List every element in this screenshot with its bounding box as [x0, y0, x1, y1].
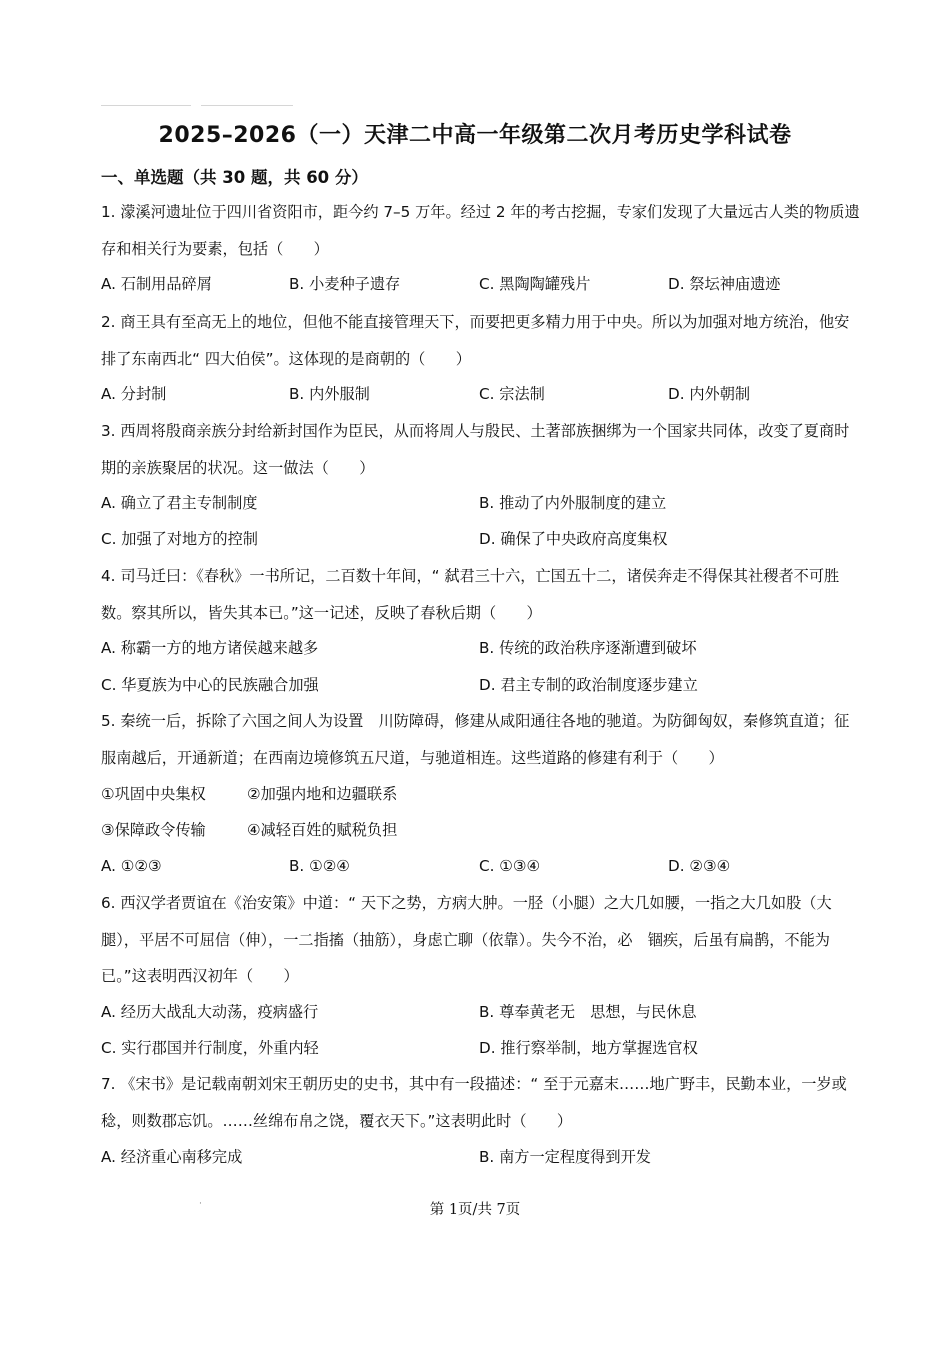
- option-c: C. 华夏族为中心的民族融合加强: [101, 676, 319, 694]
- option-b: B. 内外服制: [289, 385, 370, 403]
- question-7-options-row1: [101, 1139, 861, 1175]
- option-b: B. 南方一定程度得到开发: [479, 1148, 651, 1166]
- header-rule-right: [201, 105, 293, 106]
- section-heading: 一、单选题（共 30 题，共 60 分）: [101, 168, 368, 187]
- option-d: D. 祭坛神庙遗迹: [668, 275, 781, 293]
- option-d: D. 推行察举制，地方掌握选官权: [479, 1039, 698, 1057]
- option-c: C. 宗法制: [479, 385, 545, 403]
- option-b: B. 传统的政治秩序逐渐遭到破坏: [479, 639, 697, 657]
- option-c: C. 实行郡国并行制度，外重内轻: [101, 1039, 319, 1057]
- page-title: 2025–2026（一）天津二中高一年级第二次月考历史学科试卷: [158, 123, 792, 148]
- statement-3: ③保障政令传输: [101, 821, 206, 839]
- question-5-text: 5. 秦统一后，拆除了六国之间人为设置 川防障碍，修建从咸阳通往各地的驰道。为防御匈奴，秦修筑直道；征服南越后，开通新道；在西南边境修筑五尺道，与驰道相连。这些道路的修建有利于（ ）: [101, 712, 850, 767]
- footer-dot: ·: [199, 1199, 202, 1209]
- option-a: A. 经济重心南移完成: [101, 1148, 243, 1166]
- option-b: B. 推动了内外服制度的建立: [479, 494, 667, 512]
- question-3-options-row1: [101, 485, 861, 521]
- question-1-text: 1. 濛溪河遗址位于四川省资阳市，距今约 7–5 万年。经过 2 年的考古挖掘，专家们发现了大量远古人类的物质遗存和相关行为要素，包括（ ）: [101, 203, 860, 258]
- option-c: C. ①③④: [479, 857, 541, 875]
- option-a: A. ①②③: [101, 857, 162, 875]
- option-b: B. 小麦种子遗存: [289, 275, 401, 293]
- question-3-options-row2: [101, 521, 861, 557]
- question-4-options-row2: [101, 667, 861, 703]
- question-4-text: 4. 司马迁曰：《春秋》一书所记，二百数十年间，“ 弑君三十六，亡国五十二，诸侯奔走不得保其社稷者不可胜数。察其所以，皆失其本已。”这一记述，反映了春秋后期（ ）: [101, 567, 840, 622]
- option-a: A. 确立了君主专制制度: [101, 494, 258, 512]
- question-1-options: [101, 266, 861, 302]
- header-rule-left: [101, 105, 191, 106]
- question-5-options: [101, 848, 861, 884]
- option-b: B. ①②④: [289, 857, 350, 875]
- option-a: A. 石制用品碎屑: [101, 275, 212, 293]
- question-7-text: 7. 《宋书》是记载南朝刘宋王朝历史的史书，其中有一段描述：“ 至于元嘉末……地广野丰，民勤本业，一岁或稔，则数郡忘饥。……丝绵布帛之饶，覆衣天下。”这表明此时（ ）: [101, 1075, 847, 1130]
- option-a: A. 经历大战乱大动荡，疫病盛行: [101, 1003, 319, 1021]
- option-d: D. 确保了中央政府高度集权: [479, 530, 668, 548]
- page-number: 第 1页/共 7页: [429, 1202, 521, 1218]
- question-6-options-row1: [101, 994, 861, 1030]
- question-2-text: 2. 商王具有至高无上的地位，但他不能直接管理天下，而要把更多精力用于中央。所以为加强对地方统治，他安排了东南西北“ 四大伯侯”。这体现的是商朝的（ ）: [101, 313, 850, 368]
- option-b: B. 尊奉黄老无 思想，与民休息: [479, 1003, 697, 1021]
- question-4-options-row1: [101, 630, 861, 666]
- option-a: A. 称霸一方的地方诸侯越来越多: [101, 639, 319, 657]
- statement-1: ①巩固中央集权: [101, 785, 206, 803]
- statement-4: ④减轻百姓的赋税负担: [247, 821, 398, 839]
- question-3-text: 3. 西周将殷商亲族分封给新封国作为臣民，从而将周人与殷民、土著部族捆绑为一个国家共同体，改变了夏商时期的亲族聚居的状况。这一做法（ ）: [101, 422, 850, 477]
- option-c: C. 黑陶陶罐残片: [479, 275, 591, 293]
- option-d: D. 内外朝制: [668, 385, 751, 403]
- question-6-text: 6. 西汉学者贾谊在《治安策》中道：“ 天下之势，方病大肿。一胫（小腿）之大几如腰，一指之大几如股（大腿），平居不可屈信（伸），一二指搐（抽筋），身虑亡聊（依靠）。失今不治，必 锢疾，后虽有扁鹊，不能为已。”这表明西汉初年（ ）: [101, 894, 832, 985]
- option-d: D. 君主专制的政治制度逐步建立: [479, 676, 698, 694]
- statement-2: ②加强内地和边疆联系: [247, 785, 398, 803]
- option-c: C. 加强了对地方的控制: [101, 530, 258, 548]
- question-6-options-row2: [101, 1030, 861, 1066]
- option-a: A. 分封制: [101, 385, 167, 403]
- question-2-options: [101, 376, 861, 412]
- option-d: D. ②③④: [668, 857, 731, 875]
